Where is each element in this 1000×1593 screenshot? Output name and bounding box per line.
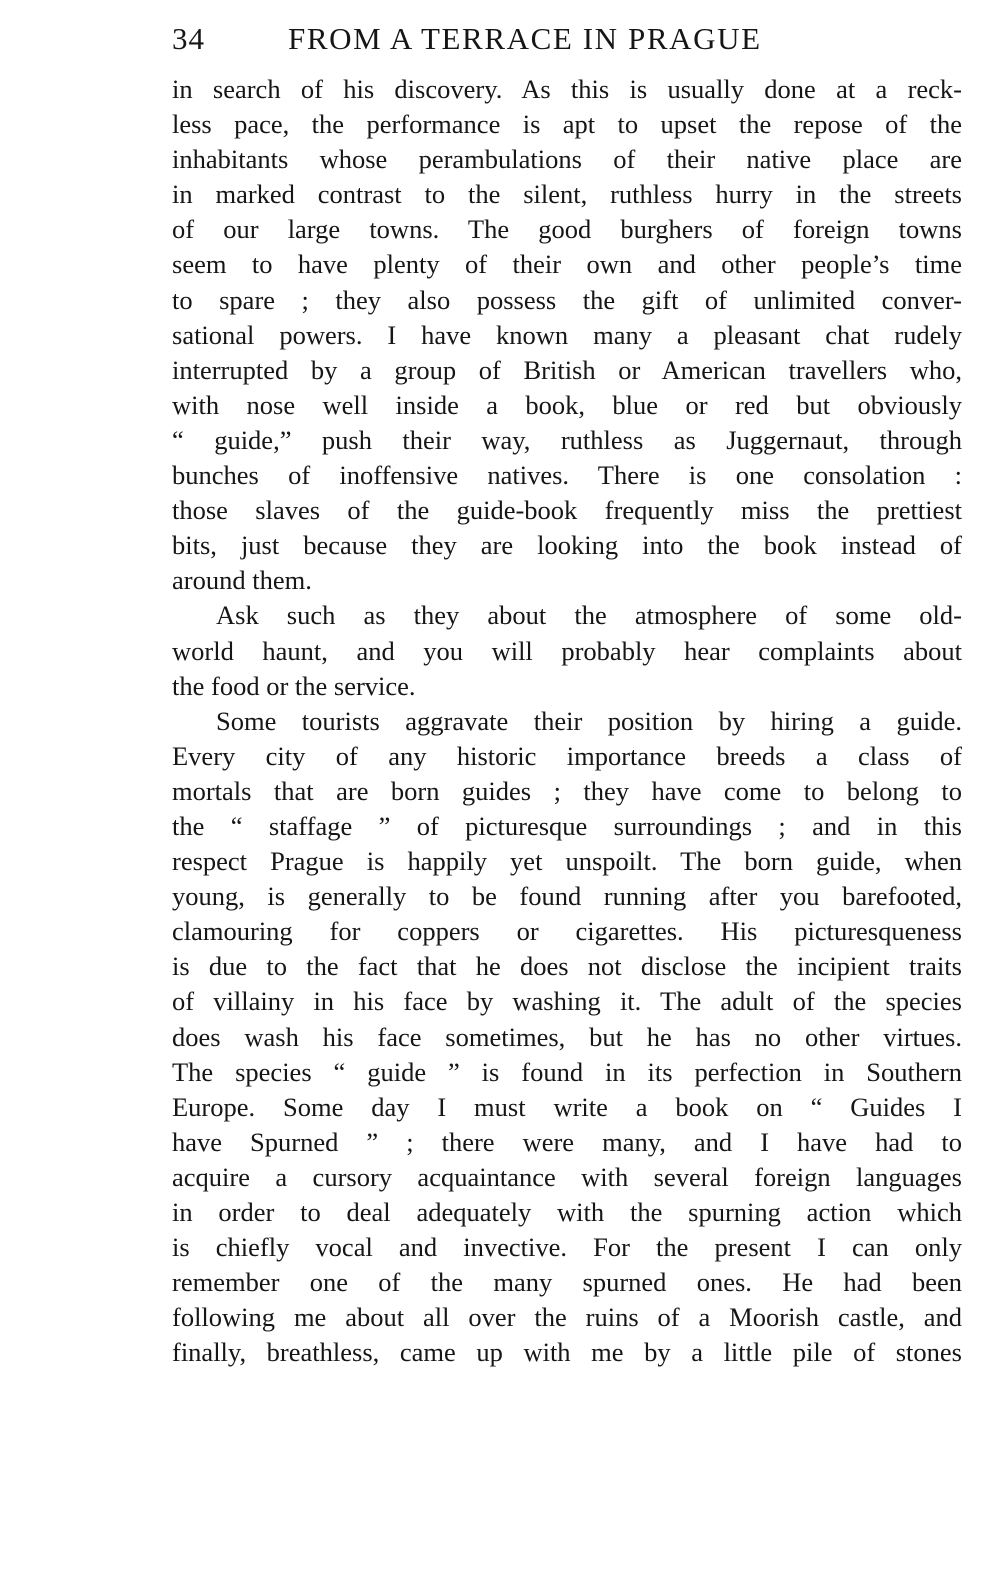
paragraph-2: [172, 598, 962, 703]
text-line: is due to the fact that he does not disclose the incipient traits: [172, 951, 962, 982]
text-line: with nose well inside a book, blue or red but obviously: [172, 389, 962, 420]
text-line: in order to deal adequately with the spurning action which: [172, 1197, 962, 1227]
running-head: [172, 14, 962, 64]
text-line: Every city of any historic importance breeds a class of: [172, 740, 962, 771]
text-line: of our large towns. The good burghers of foreign towns: [172, 214, 962, 245]
text-line: interrupted by a group of British or American travellers who,: [172, 354, 962, 385]
body-text: [172, 72, 962, 1370]
text-line: in search of his discovery. As this is usually done at a reck-: [172, 74, 962, 104]
text-line: is chiefly vocal and invective. For the present I can only: [172, 1232, 962, 1263]
page-number: 34: [172, 21, 205, 56]
text-line: acquire a cursory acquaintance with several foreign languages: [172, 1161, 962, 1192]
text-line: of villainy in his face by washing it. The adult of the species: [172, 986, 962, 1017]
running-title: FROM A TERRACE IN PRAGUE: [288, 21, 762, 56]
text-line: inhabitants whose perambulations of their native place are: [172, 144, 962, 175]
text-line: “ guide,” push their way, ruthless as Juggernaut, through: [172, 424, 962, 455]
text-line: world haunt, and you will probably hear complaints about: [172, 635, 962, 666]
text-line: those slaves of the guide-book frequently miss the prettiest: [172, 495, 962, 526]
text-line: the “ staffage ” of picturesque surroundings ; and in this: [172, 810, 962, 841]
paragraph-3: [172, 704, 962, 1371]
text-line: around them.: [172, 565, 312, 596]
text-line: Europe. Some day I must write a book on “ Guides I: [172, 1091, 962, 1122]
text-line: in marked contrast to the silent, ruthless hurry in the streets: [172, 179, 962, 210]
text-line: Ask such as they about the atmosphere of some old-: [216, 600, 962, 631]
text-line: finally, breathless, came up with me by a little pile of stones: [172, 1337, 962, 1368]
text-line: bunches of inoffensive natives. There is one consolation :: [172, 460, 962, 491]
text-line: the food or the service.: [172, 670, 416, 701]
text-line: young, is generally to be found running after you barefooted,: [172, 881, 962, 912]
text-line: to spare ; they also possess the gift of unlimited conver-: [172, 284, 962, 315]
text-line: bits, just because they are looking into the book instead of: [172, 530, 962, 561]
text-line: The species “ guide ” is found in its perfection in Southern: [172, 1056, 962, 1087]
text-line: respect Prague is happily yet unspoilt. The born guide, when: [172, 846, 962, 877]
text-line: Some tourists aggravate their position by hiring a guide.: [216, 705, 962, 736]
text-line: seem to have plenty of their own and other people’s time: [172, 249, 962, 280]
text-line: following me about all over the ruins of a Moorish castle, and: [172, 1302, 962, 1333]
text-line: clamouring for coppers or cigarettes. His picturesqueness: [172, 916, 962, 947]
paragraph-1: [172, 72, 962, 598]
text-line: less pace, the performance is apt to upset the repose of the: [172, 109, 962, 140]
text-line: mortals that are born guides ; they have come to belong to: [172, 775, 962, 806]
text-line: sational powers. I have known many a pleasant chat rudely: [172, 319, 962, 350]
text-line: remember one of the many spurned ones. He had been: [172, 1267, 962, 1298]
text-line: have Spurned ” ; there were many, and I have had to: [172, 1126, 962, 1157]
text-line: does wash his face sometimes, but he has no other virtues.: [172, 1021, 962, 1052]
